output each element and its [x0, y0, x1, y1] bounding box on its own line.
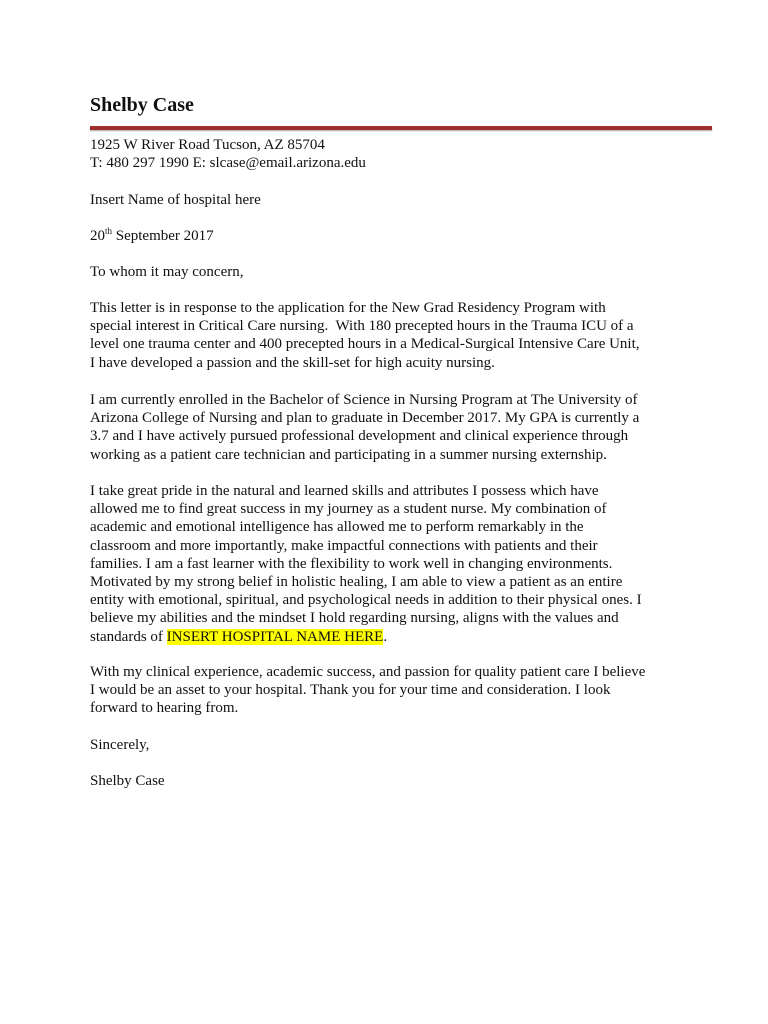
date-block — [90, 227, 214, 245]
sender-phone-email: T: 480 297 1990 E: slcase@email.arizona.edu — [90, 155, 366, 172]
header-rule — [90, 126, 712, 130]
paragraph-4 — [90, 663, 645, 718]
letter-line: I am currently enrolled in the Bachelor of Science in Nursing Program at The University of — [90, 392, 638, 408]
letter-line: 3.7 and I have actively pursued professional development and clinical experience through — [90, 428, 629, 445]
closing: Sincerely, — [90, 737, 150, 753]
recipient-block — [90, 191, 261, 209]
letter-line: academic and emotional intelligence has allowed me to perform remarkably in the — [90, 519, 584, 536]
letter-line: Arizona College of Nursing and plan to graduate in December 2017. My GPA is currently a — [90, 410, 640, 427]
recipient-name: Insert Name of hospital here — [90, 192, 261, 208]
letter-line: Motivated by my strong belief in holistic healing, I am able to view a patient as an entire — [90, 573, 623, 590]
letter-line: I would be an asset to your hospital. Thank you for your time and consideration. I look — [90, 682, 611, 699]
letter-line: forward to hearing from. — [90, 700, 239, 717]
letter-line: This letter is in response to the application for the New Grad Residency Program with — [90, 300, 606, 316]
paragraph-1 — [90, 299, 640, 372]
letter-line: I have developed a passion and the skill-set for high acuity nursing. — [90, 354, 495, 371]
sender-address: 1925 W River Road Tucson, AZ 85704 — [90, 137, 325, 153]
letter-line: allowed me to find great success in my journey as a student nurse. My combination of — [90, 501, 607, 518]
salutation: To whom it may concern, — [90, 264, 244, 280]
signature-block — [90, 772, 165, 790]
salutation-block — [90, 263, 244, 281]
signature: Shelby Case — [90, 773, 165, 789]
letter-line: I take great pride in the natural and learned skills and attributes I possess which have — [90, 483, 599, 499]
paragraph-2 — [90, 391, 639, 464]
letter-line-with-highlight — [90, 628, 642, 646]
date-month-year: September 2017 — [115, 228, 214, 244]
sentence-end: . — [383, 628, 388, 645]
letter-line-text: standards of — [90, 628, 167, 645]
letter-line: special interest in Critical Care nursing. With 180 precepted hours in the Trauma ICU of a — [90, 318, 634, 335]
closing-block — [90, 736, 149, 754]
letter-line: working as a patient care technician and participating in a summer nursing externship. — [90, 446, 607, 463]
letter-line: With my clinical experience, academic success, and passion for quality patient care I believe — [90, 664, 646, 680]
letter-date — [90, 227, 214, 245]
date-ordinal: th — [105, 226, 113, 236]
highlighted-placeholder: INSERT HOSPITAL NAME HERE — [166, 628, 384, 645]
paragraph-3 — [90, 482, 642, 646]
date-day: 20 — [90, 228, 105, 244]
letter-line: families. I am a fast learner with the flexibility to work well in changing environments. — [90, 555, 613, 572]
letter-line: level one trauma center and 400 precepted hours in a Medical-Surgical Intensive Care Unit, — [90, 336, 640, 353]
sender-name: Shelby Case — [90, 94, 194, 116]
sender-contact-block — [90, 136, 366, 172]
letter-line: classroom and more importantly, make impactful connections with patients and their — [90, 537, 598, 554]
letter-line: believe my abilities and the mindset I hold regarding nursing, aligns with the values and — [90, 610, 619, 627]
letter-line: entity with emotional, spiritual, and psychological needs in addition to their physical ones. I — [90, 592, 642, 609]
